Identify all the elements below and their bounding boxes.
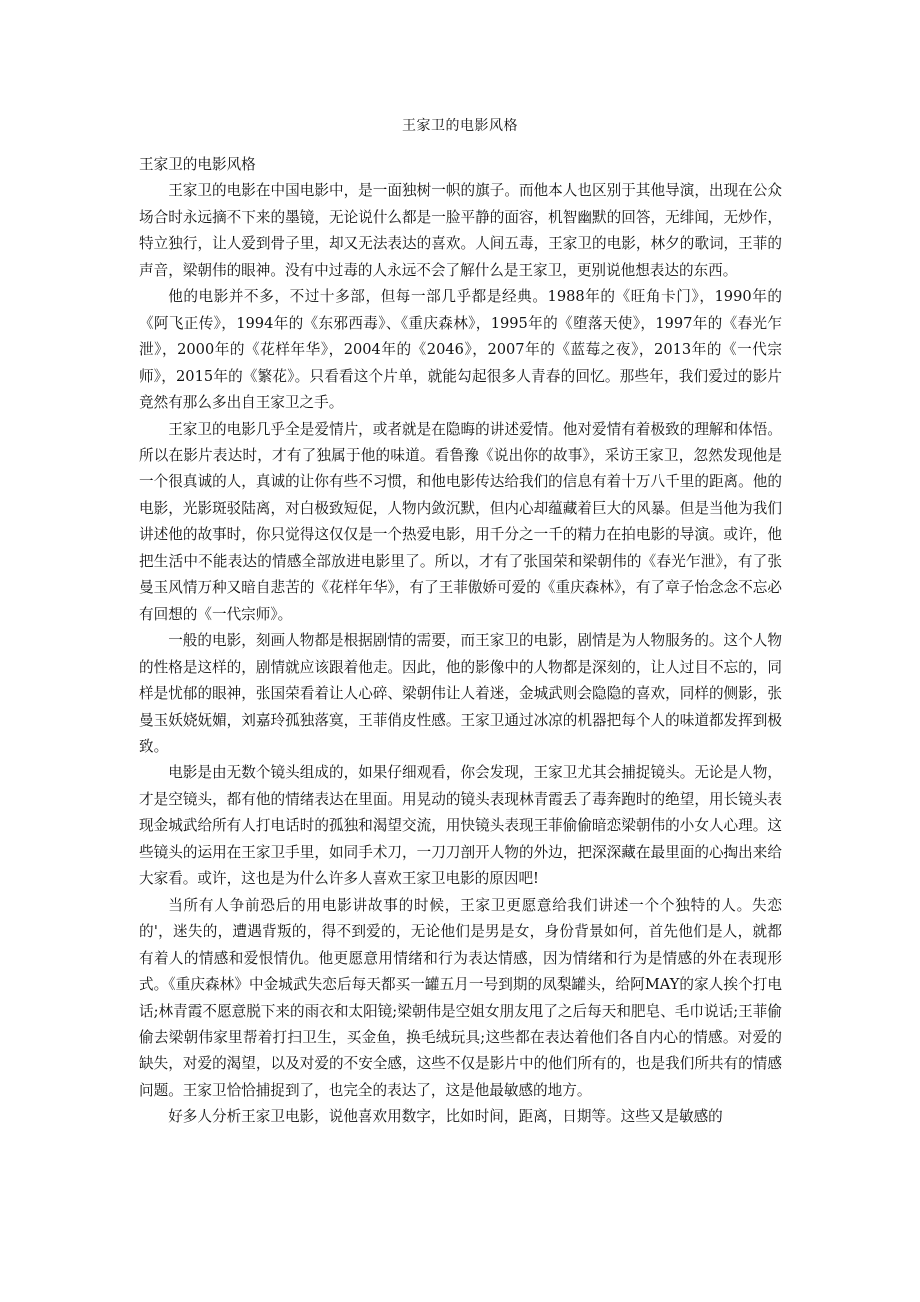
paragraph-2: 他的电影并不多，不过十多部，但每一部几乎都是经典。1988年的《旺角卡门》，1990年的《阿飞正传》，1994年的《东邪西毒》、《重庆森林》，1995年的《堕落天使》，1997年的《春光乍泄》，2000年的《花样年华》，2004年的《2046》，2007年的《蓝莓之夜》，2013年的《一代宗师》，2015年的《繁花》。只看看这个片单，就能勾起很多人青春的回忆。那些年，我们爱过的影片竟然有那么多出自王家卫之手。 — [139, 288, 782, 412]
section-heading: 王家卫的电影风格 — [139, 156, 256, 173]
document-title: 王家卫的电影风格 — [402, 118, 518, 134]
paragraph-7: 好多人分析王家卫电影，说他喜欢用数字，比如时间，距离，日期等。这些又是敏感的 — [168, 1108, 723, 1126]
paragraph-6: 当所有人争前恐后的用电影讲故事的时候，王家卫更愿意给我们讲述一个个独特的人。失恋的'，迷失的，遭遇背叛的，得不到爱的，无论他们是男是女，身份背景如何，首先他们是人，就都有着人的情感和爱恨情仇。他更愿意用情绪和行为表达情感，因为情绪和行为是情感的外在表现形式。《重庆森林》中金城武失恋后每天都买一罐五月一号到期的凤梨罐头，给阿MAY的家人挨个打电话;林青霞不愿意脱下来的雨衣和太阳镜;梁朝伟是空姐女朋友甩了之后每天和肥皂、毛巾说话;王菲偷偷去梁朝伟家里帮着打扫卫生，买金鱼，换毛绒玩具;这些都在表达着他们各自内心的情感。对爱的缺失，对爱的渴望，以及对爱的不安全感，这些不仅是影片中的他们所有的，也是我们所共有的情感问题。王家卫恰恰捕捉到了，也完全的表达了，这是他最敏感的地方。 — [139, 896, 782, 1099]
paragraph-1: 王家卫的电影在中国电影中，是一面独树一帜的旗子。而他本人也区别于其他导演，出现在公众场合时永远摘不下来的墨镜，无论说什么都是一脸平静的面容，机智幽默的回答，无绯闻，无炒作，特立独行，让人爱到骨子里，却又无法表达的喜欢。人间五毒，王家卫的电影，林夕的歌词，王菲的声音，梁朝伟的眼神。没有中过毒的人永远不会了解什么是王家卫，更别说他想表达的东西。 — [139, 182, 782, 279]
paragraph-4: 一般的电影，刻画人物都是根据剧情的需要，而王家卫的电影，剧情是为人物服务的。这个人物的性格是这样的，剧情就应该跟着他走。因此，他的影像中的人物都是深刻的，让人过目不忘的，同样是忧郁的眼神，张国荣看着让人心碎、梁朝伟让人着迷，金城武则会隐隐的喜欢，同样的侧影，张曼玉妖娆妩媚，刘嘉玲孤独落寞，王菲俏皮性感。王家卫通过冰凉的机器把每个人的味道都发挥到极致。 — [139, 632, 782, 755]
paragraph-3: 王家卫的电影几乎全是爱情片，或者就是在隐晦的讲述爱情。他对爱情有着极致的理解和体悟。所以在影片表达时，才有了独属于他的味道。看鲁豫《说出你的故事》，采访王家卫，忽然发现他是一个很真诚的人，真诚的让你有些不习惯，和他电影传达给我们的信息有着十万八千里的距离。他的电影，光影斑驳陆离，对白极致短促，人物内敛沉默，但内心却蕴藏着巨大的风暴。但是当他为我们讲述他的故事时，你只觉得这仅仅是一个热爱电影，用千分之一千的精力在拍电影的导演。或许，他把生活中不能表达的情感全部放进电影里了。所以，才有了张国荣和梁朝伟的《春光乍泄》，有了张曼玉风情万种又暗自悲苦的《花样年华》，有了王菲傲娇可爱的《重庆森林》，有了章子怡念念不忘必有回想的《一代宗师》。 — [139, 420, 782, 623]
document-body — [139, 152, 782, 1131]
paragraph-5: 电影是由无数个镜头组成的，如果仔细观看，你会发现，王家卫尤其会捕捉镜头。无论是人物，才是空镜头，都有他的情绪表达在里面。用晃动的镜头表现林青霞丢了毒奔跑时的绝望，用长镜头表现金城武给所有人打电话时的孤独和渴望交流，用快镜头表现王菲偷偷暗恋梁朝伟的小女人心理。这些镜头的运用在王家卫手里，如同手术刀，一刀刀剖开人物的外边，把深深藏在最里面的心掏出来给大家看。或许，这也是为什么许多人喜欢王家卫电影的原因吧! — [139, 764, 782, 888]
